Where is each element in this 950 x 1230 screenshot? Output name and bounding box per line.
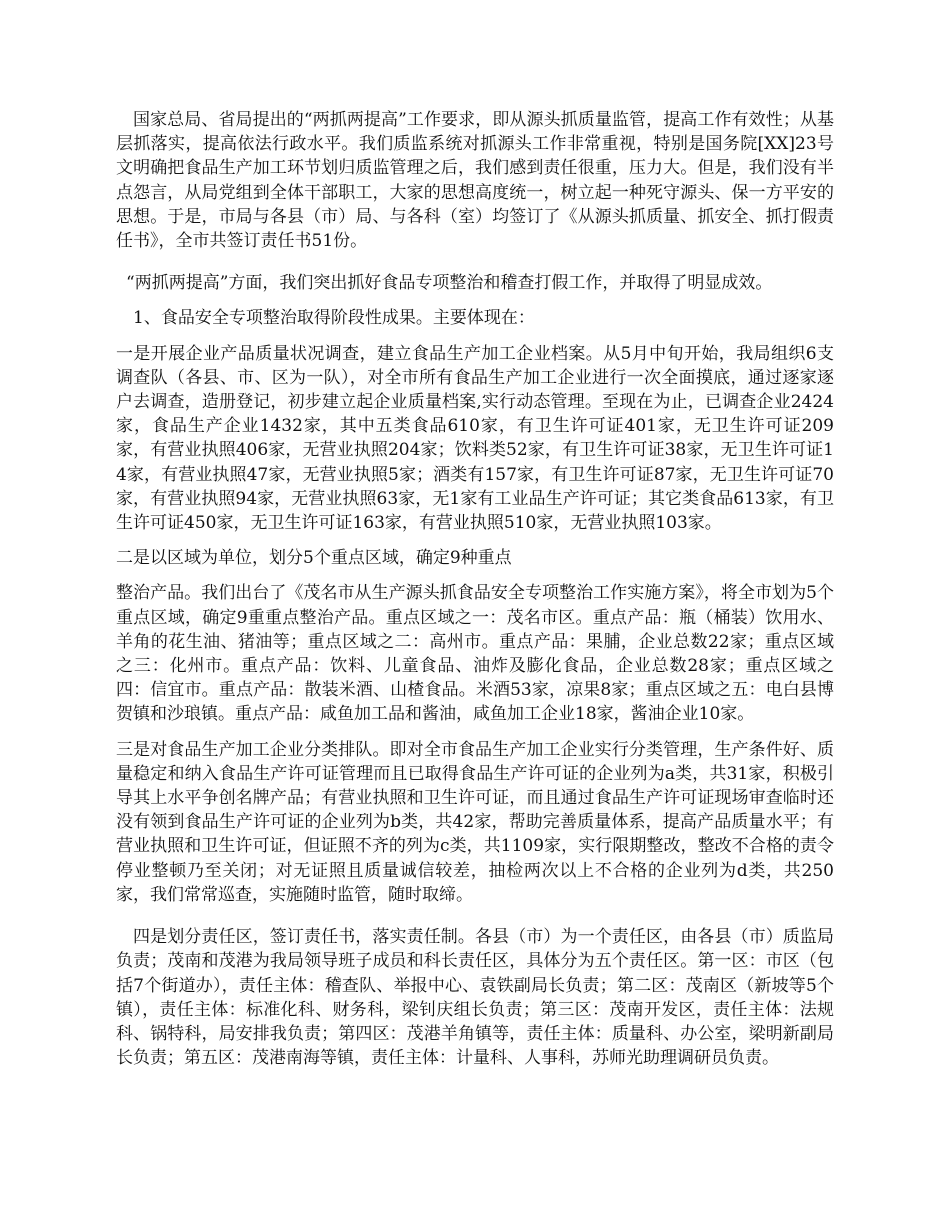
paragraph-summary: “两抓两提高”方面，我们突出抓好食品专项整治和稽查打假工作，并取得了明显成效。 [126, 273, 773, 294]
paragraph-item-2: 整治产品。我们出台了《茂名市从生产源头抓食品安全专项整治工作实施方案》，将全市划为5个重点区域，确定9重重点整治产品。重点区域之一：茂名市区。重点产品：瓶（桶装）饮用水、羊角的花生油、猪油等；重点区域之二：高州市。重点产品：果脯，企业总数22家；重点区域之三：化州市。重点产品：饮料、儿童食品、油炸及膨化食品，企业总数28家；重点区域之四：信宜市。重点产品：散装米酒、山楂食品。米酒53家，凉果8家；重点区域之五：电白县博贺镇和沙琅镇。重点产品：咸鱼加工品和酱油，咸鱼加工企业18家，酱油企业10家。 [116, 583, 834, 725]
document-body [116, 108, 834, 1081]
paragraph-item-4: 四是划分责任区，签订责任书，落实责任制。各县（市）为一个责任区，由各县（市）质监局负责；茂南和茂港为我局领导班子成员和科长责任区，具体分为五个责任区。第一区：市区（包括7个街道办），责任主体：稽查队、举报中心、袁铁副局长负责；第二区：茂南区（新坡等5个镇），责任主体：标准化科、财务科，梁钊庆组长负责；第三区：茂南开发区，责任主体：法规科、锅特科，局安排我负责；第四区：茂港羊角镇等，责任主体：质量科、办公室，梁明新副局长负责；第五区：茂港南海等镇，责任主体：计量科、人事科，苏师光助理调研员负责。 [116, 927, 834, 1069]
paragraph-item-2-heading: 二是以区域为单位，划分5个重点区域，确定9种重点 [116, 548, 512, 569]
paragraph-item-3: 三是对食品生产加工企业分类排队。即对全市食品生产加工企业实行分类管理，生产条件好、质量稳定和纳入食品生产许可证管理而且已取得食品生产许可证的企业列为a类，共31家，积极引导其上水平争创名牌产品；有营业执照和卫生许可证，而且通过食品生产许可证现场审查临时还没有领到食品生产许可证的企业列为b类，共42家，帮助完善质量体系，提高产品质量水平；有营业执照和卫生许可证，但证照不齐的列为c类，共1109家，实行限期整改，整改不合格的责令停业整顿乃至关闭；对无证照且质量诚信较差，抽检两次以上不合格的企业列为d类，共250家，我们常常巡查，实施随时监管，随时取缔。 [116, 739, 834, 905]
paragraph-intro: 国家总局、省局提出的“两抓两提高”工作要求，即从源头抓质量监管，提高工作有效性；从基层抓落实，提高依法行政水平。我们质监系统对抓源头工作非常重视，特别是国务院[XX]23号文明确把食品生产加工环节划归质监管理之后，我们感到责任很重，压力大。但是，我们没有半点怨言，从局党组到全体干部职工，大家的思想高度统一，树立起一种死守源头、保一方平安的思想。于是，市局与各县（市）局、与各科（室）均签订了《从源头抓质量、抓安全、抓打假责任书》，全市共签订责任书51份。 [116, 110, 834, 252]
paragraph-item-1: 一是开展企业产品质量状况调查，建立食品生产加工企业档案。从5月中旬开始，我局组织6支调查队（各县、市、区为一队），对全市所有食品生产加工企业进行一次全面摸底，通过逐家逐户去调查，造册登记，初步建立起企业质量档案,实行动态管理。至现在为止，已调查企业2424家，食品生产企业1432家，其中五类食品610家，有卫生许可证401家，无卫生许可证209家，有营业执照406家，无营业执照204家；饮料类52家，有卫生许可证38家，无卫生许可证14家，有营业执照47家，无营业执照5家；酒类有157家，有卫生许可证87家，无卫生许可证70家，有营业执照94家，无营业执照63家，无1家有工业品生产许可证；其它类食品613家，有卫生许可证450家，无卫生许可证163家，有营业执照510家，无营业执照103家。 [116, 343, 834, 534]
paragraph-heading-1: 1、食品安全专项整治取得阶段性成果。主要体现在： [133, 308, 535, 329]
